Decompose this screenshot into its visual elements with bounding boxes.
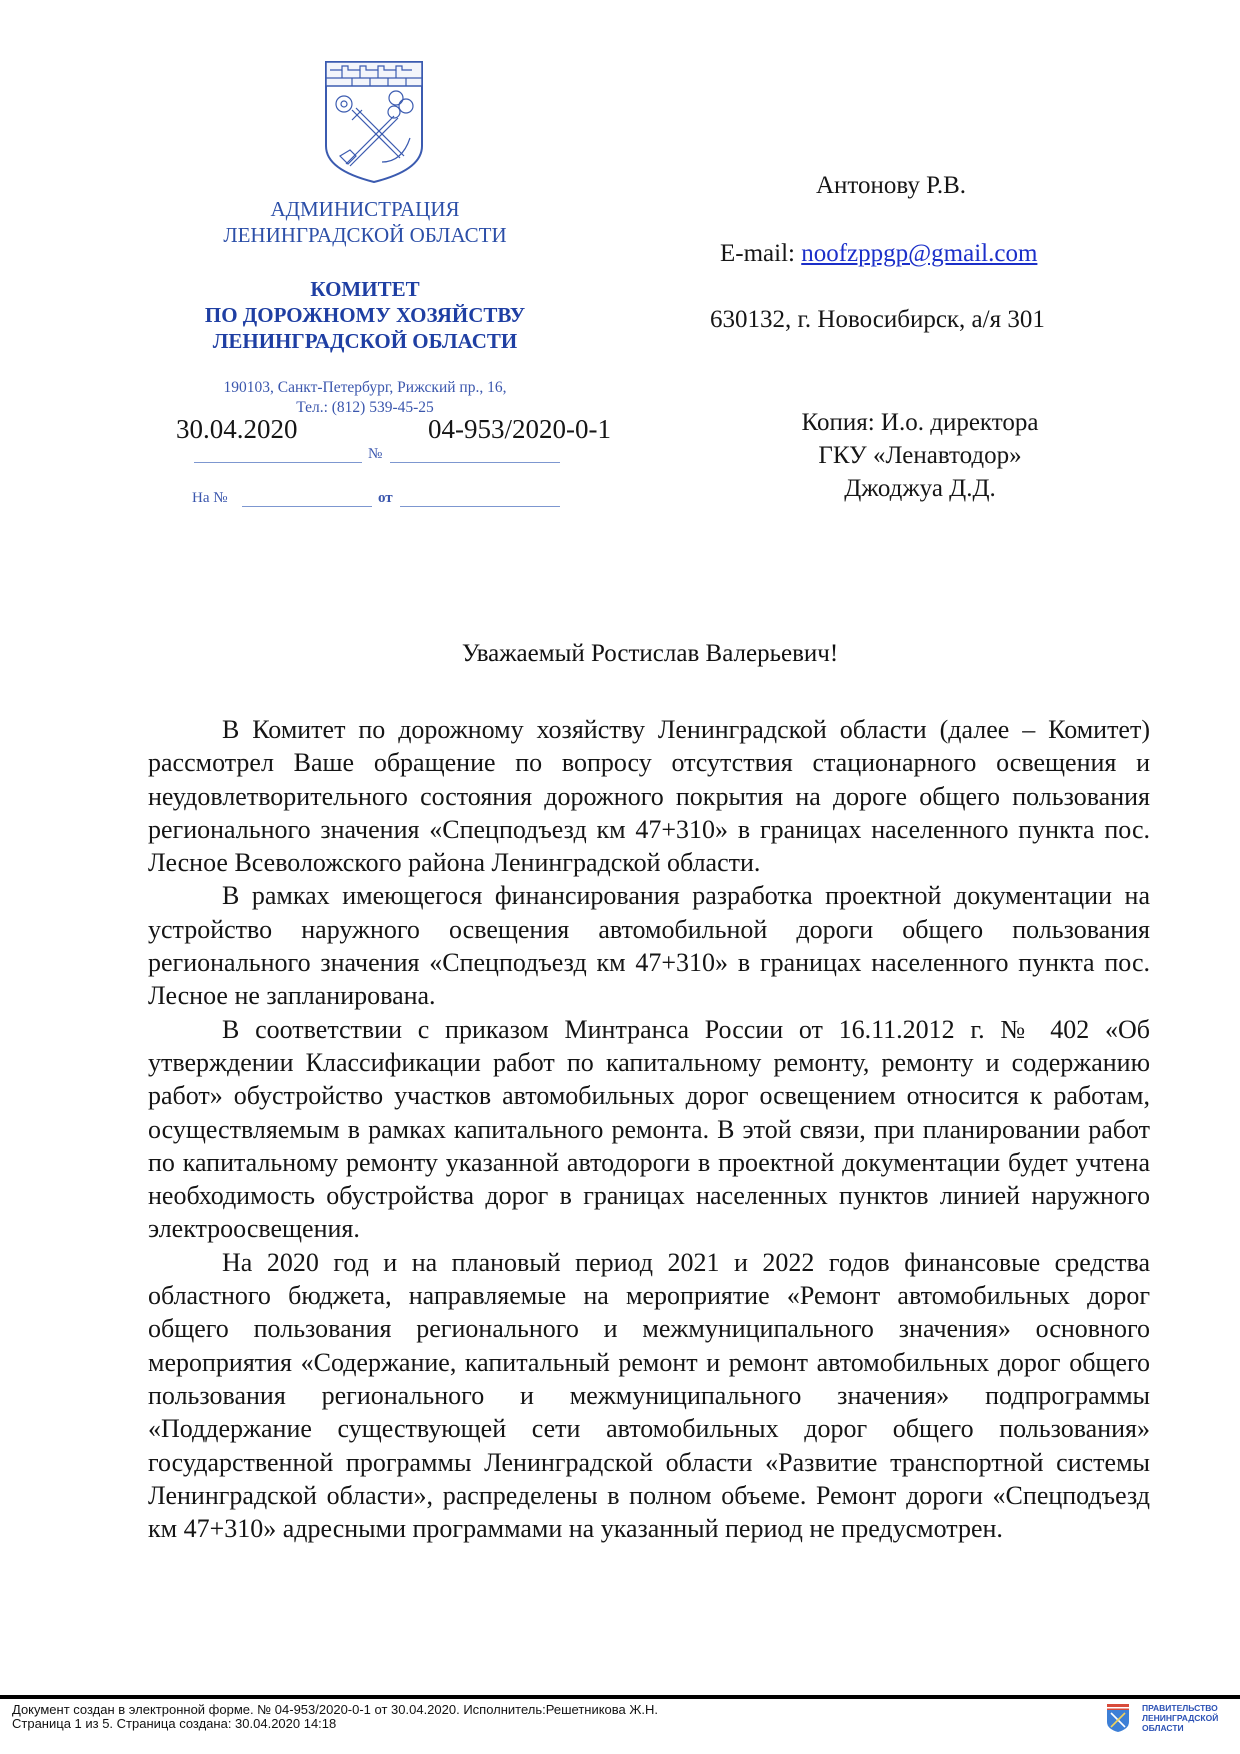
letterhead-phone: Тел.: (812) 539-45-25 xyxy=(296,399,434,416)
footer-meta xyxy=(12,1703,658,1731)
registration-date: 30.04.2020 xyxy=(176,414,298,444)
letter-body xyxy=(148,713,1150,1545)
government-label xyxy=(1142,1703,1218,1733)
footer-divider xyxy=(0,1695,1240,1699)
reply-date-underline xyxy=(400,506,560,507)
reply-to-label: На № xyxy=(192,490,228,506)
footer-page-info: Страница 1 из 5. Страница создана: 30.04.2020 14:18 xyxy=(12,1716,337,1731)
addressee-name: Антонову Р.В. xyxy=(816,172,967,199)
copy-recipient xyxy=(720,406,1120,505)
letterhead-committee-line2: ПО ДОРОЖНОМУ ХОЗЯЙСТВУ xyxy=(204,303,526,327)
copy-line2: ГКУ «Ленавтодор» xyxy=(818,442,1022,469)
salutation: Уважаемый Ростислав Валерьевич! xyxy=(461,640,839,667)
gov-label-line1: ПРАВИТЕЛЬСТВО xyxy=(1142,1703,1218,1713)
number-underline xyxy=(390,462,560,463)
email-link[interactable]: noofzppgp@gmail.com xyxy=(801,240,1038,267)
reply-number-underline xyxy=(242,506,372,507)
gov-label-line3: ОБЛАСТИ xyxy=(1142,1723,1184,1733)
letterhead-admin-line2: ЛЕНИНГРАДСКОЙ ОБЛАСТИ xyxy=(223,223,507,247)
body-paragraph: В рамках имеющегося финансирования разработка проектной документации на устройство наружного освещения автомобильной дороги общего пользования регионального значения «Спецподъезд км 47+310» в границах населенного пункта пос. Лесное не запланирована. xyxy=(148,881,1150,1011)
letterhead-admin-line1: АДМИНИСТРАЦИЯ xyxy=(270,197,460,221)
copy-line1: Копия: И.о. директора xyxy=(801,409,1039,436)
date-underline xyxy=(194,462,362,463)
addressee-email-row xyxy=(720,240,1037,268)
body-paragraph: В соответствии с приказом Минтранса России от 16.11.2012 г. № 402 «Об утверждении Классификации работ по капитальному ремонту, ремонту и содержанию работ» обустройство участков автомобильных дорог освещением относится к работам, осуществляемым в рамках капитального ремонта. В этой связи, при планировании работ по капитальному ремонту указанной автодороги в проектной документации будет учтена необходимость обустройства дорог в границах населенных пунктов линией наружного электроосвещения. xyxy=(148,1014,1150,1244)
body-paragraph: На 2020 год и на плановый период 2021 и 2022 годов финансовые средства областного бюджета, направляемые на мероприятие «Ремонт автомобильных дорог общего пользования регионального и межмуниципального значения» основного мероприятия «Содержание, капитальный ремонт и ремонт автомобильных дорог общего пользования регионального и межмуниципального значения» подпрограммы «Поддержание существующей сети автомобильных дорог общего пользования» государственной программы Ленинградской области «Развитие транспортной системы Ленинградской области», распределены в полном объеме. Ремонт дороги «Спецподъезд км 47+310» адресными программами на указанный период не предусмотрен. xyxy=(148,1247,1150,1544)
gov-label-line2: ЛЕНИНГРАДСКОЙ xyxy=(1142,1713,1219,1723)
email-label: E-mail: xyxy=(720,240,795,267)
registration-number: 04-953/2020-0-1 xyxy=(428,414,611,444)
copy-line3: Джоджуа Д.Д. xyxy=(844,475,996,502)
number-sign: № xyxy=(368,446,383,462)
body-paragraph: В Комитет по дорожному хозяйству Ленинградской области (далее – Комитет) рассмотрел Ваше обращение по вопросу отсутствия стационарного освещения и неудовлетворительного состояния дорожного покрытия на дороге общего пользования регионального значения «Спецподъезд км 47+310» в границах населенного пункта пос. Лесное Всеволожского района Ленинградской области. xyxy=(148,715,1150,878)
letterhead-committee-line1: КОМИТЕТ xyxy=(310,277,420,301)
letterhead-address: 190103, Санкт-Петербург, Рижский пр., 16, xyxy=(223,379,507,396)
addressee-postal: 630132, г. Новосибирск, а/я 301 xyxy=(710,306,1045,333)
coat-of-arms-icon xyxy=(322,58,426,186)
footer-doc-info: Документ создан в электронной форме. № 04-953/2020-0-1 от 30.04.2020. Исполнитель:Решетникова Ж.Н. xyxy=(12,1702,658,1717)
government-crest-icon xyxy=(1106,1703,1130,1733)
from-label: от xyxy=(378,490,393,506)
letterhead-committee-line3: ЛЕНИНГРАДСКОЙ ОБЛАСТИ xyxy=(212,329,518,353)
